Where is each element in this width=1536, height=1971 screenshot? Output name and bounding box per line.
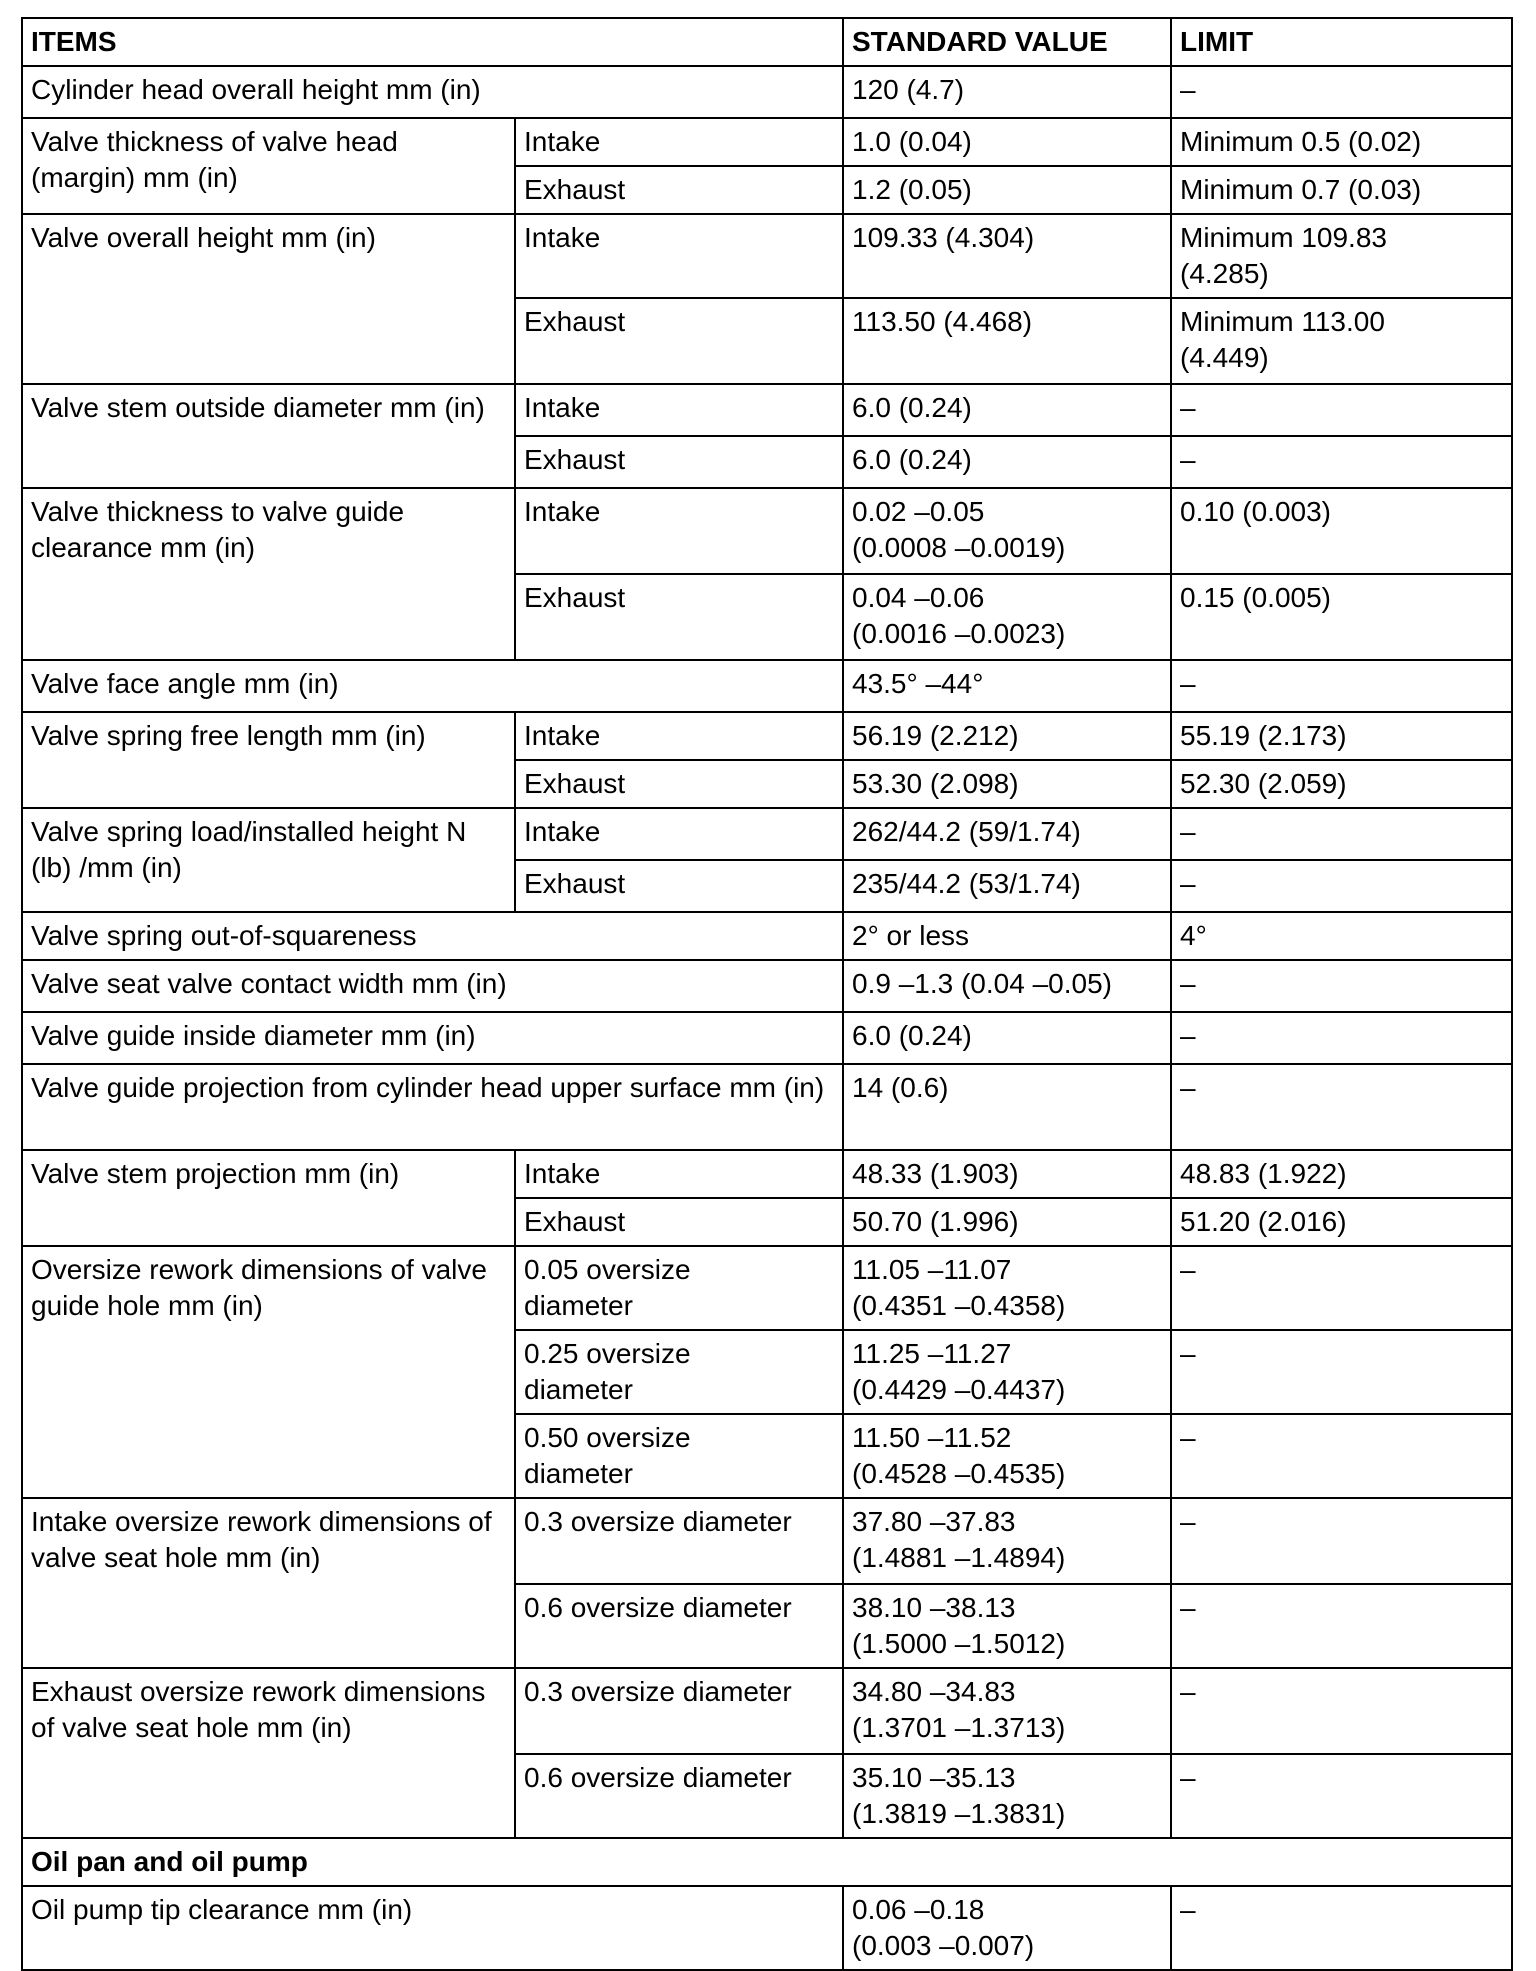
table-row [22,118,1512,166]
limit-cell: 4° [1171,912,1512,960]
limit-cell: 51.20 (2.016) [1171,1198,1512,1246]
table-row [22,488,1512,574]
table-row [22,712,1512,760]
standard-cell: 1.2 (0.05) [843,166,1171,214]
standard-cell: 120 (4.7) [843,66,1171,118]
limit-cell: Minimum 0.7 (0.03) [1171,166,1512,214]
item-cell: Valve thickness of valve head (margin) mm (in) [22,118,515,214]
limit-cell: – [1171,1064,1512,1150]
table-row [22,1012,1512,1064]
limit-cell: – [1171,660,1512,712]
item-cell: Valve seat valve contact width mm (in) [22,960,843,1012]
standard-cell: 1.0 (0.04) [843,118,1171,166]
standard-cell: 0.9 –1.3 (0.04 –0.05) [843,960,1171,1012]
standard-cell: 2° or less [843,912,1171,960]
limit-cell: – [1171,1754,1512,1838]
standard-cell: 35.10 –35.13 (1.3819 –1.3831) [843,1754,1171,1838]
sub-item-cell: Exhaust [515,760,843,808]
sub-item-cell: Exhaust [515,298,843,384]
standard-cell: 34.80 –34.83 (1.3701 –1.3713) [843,1668,1171,1754]
standard-cell: 14 (0.6) [843,1064,1171,1150]
limit-cell: Minimum 113.00 (4.449) [1171,298,1512,384]
limit-cell: – [1171,960,1512,1012]
sub-item-cell: Exhaust [515,860,843,912]
standard-cell: 6.0 (0.24) [843,1012,1171,1064]
limit-cell: 52.30 (2.059) [1171,760,1512,808]
standard-cell: 262/44.2 (59/1.74) [843,808,1171,860]
table-row [22,214,1512,298]
limit-cell: 55.19 (2.173) [1171,712,1512,760]
standard-cell: 113.50 (4.468) [843,298,1171,384]
limit-cell: 0.10 (0.003) [1171,488,1512,574]
limit-cell: – [1171,66,1512,118]
standard-cell: 0.06 –0.18 (0.003 –0.007) [843,1886,1171,1970]
item-cell: Valve stem projection mm (in) [22,1150,515,1246]
sub-item-cell: 0.3 oversize diameter [515,1668,843,1754]
item-cell: Intake oversize rework dimensions of valve seat hole mm (in) [22,1498,515,1668]
table-row [22,1150,1512,1198]
item-cell: Valve spring free length mm (in) [22,712,515,808]
standard-cell: 0.02 –0.05 (0.0008 –0.0019) [843,488,1171,574]
standard-cell: 0.04 –0.06 (0.0016 –0.0023) [843,574,1171,660]
standard-cell: 48.33 (1.903) [843,1150,1171,1198]
table-row [22,1246,1512,1330]
limit-cell: – [1171,1330,1512,1414]
table-row [22,660,1512,712]
standard-cell: 38.10 –38.13 (1.5000 –1.5012) [843,1584,1171,1668]
header-items: ITEMS [22,18,843,66]
standard-cell: 6.0 (0.24) [843,384,1171,436]
standard-cell: 37.80 –37.83 (1.4881 –1.4894) [843,1498,1171,1584]
limit-cell: – [1171,1584,1512,1668]
sub-item-cell: 0.3 oversize diameter [515,1498,843,1584]
standard-cell: 109.33 (4.304) [843,214,1171,298]
item-cell: Valve overall height mm (in) [22,214,515,384]
limit-cell: – [1171,1886,1512,1970]
sub-item-cell: Intake [515,712,843,760]
table-row [22,1668,1512,1754]
sub-item-cell: Exhaust [515,1198,843,1246]
limit-cell: Minimum 109.83 (4.285) [1171,214,1512,298]
item-cell: Oil pump tip clearance mm (in) [22,1886,843,1970]
item-cell: Exhaust oversize rework dimensions of valve seat hole mm (in) [22,1668,515,1838]
standard-cell: 235/44.2 (53/1.74) [843,860,1171,912]
sub-item-cell: Exhaust [515,436,843,488]
sub-item-cell: Intake [515,214,843,298]
item-cell: Valve guide projection from cylinder head upper surface mm (in) [22,1064,843,1150]
standard-cell: 43.5° –44° [843,660,1171,712]
standard-cell: 56.19 (2.212) [843,712,1171,760]
table-row [22,808,1512,860]
standard-cell: 11.50 –11.52 (0.4528 –0.4535) [843,1414,1171,1498]
standard-cell: 11.05 –11.07 (0.4351 –0.4358) [843,1246,1171,1330]
table-row [22,1886,1512,1970]
sub-item-cell: Intake [515,1150,843,1198]
item-cell: Valve guide inside diameter mm (in) [22,1012,843,1064]
section-row [22,1838,1512,1886]
limit-cell: – [1171,1668,1512,1754]
sub-item-cell: 0.6 oversize diameter [515,1584,843,1668]
standard-cell: 11.25 –11.27 (0.4429 –0.4437) [843,1330,1171,1414]
table-row [22,960,1512,1012]
limit-cell: 0.15 (0.005) [1171,574,1512,660]
item-cell: Oversize rework dimensions of valve guide hole mm (in) [22,1246,515,1498]
table-row [22,66,1512,118]
limit-cell: – [1171,1246,1512,1330]
item-cell: Valve face angle mm (in) [22,660,843,712]
limit-cell: – [1171,436,1512,488]
limit-cell: – [1171,384,1512,436]
sub-item-cell: Exhaust [515,166,843,214]
item-cell: Valve thickness to valve guide clearance mm (in) [22,488,515,660]
sub-item-cell: Intake [515,488,843,574]
limit-cell: – [1171,1414,1512,1498]
table-row [22,1064,1512,1150]
header-standard-value: STANDARD VALUE [843,18,1171,66]
spec-table [21,17,1513,1971]
sub-item-cell: 0.05 oversize diameter [515,1246,843,1330]
sub-item-cell: Exhaust [515,574,843,660]
limit-cell: 48.83 (1.922) [1171,1150,1512,1198]
item-cell: Valve spring out-of-squareness [22,912,843,960]
sub-item-cell: Intake [515,808,843,860]
limit-cell: – [1171,808,1512,860]
header-row [22,18,1512,66]
limit-cell: – [1171,860,1512,912]
standard-cell: 50.70 (1.996) [843,1198,1171,1246]
table-row [22,1498,1512,1584]
header-limit: LIMIT [1171,18,1512,66]
item-cell: Valve spring load/installed height N (lb) /mm (in) [22,808,515,912]
section-title: Oil pan and oil pump [22,1838,1512,1886]
sub-item-cell: Intake [515,384,843,436]
sub-item-cell: 0.25 oversize diameter [515,1330,843,1414]
table-row [22,384,1512,436]
table-row [22,912,1512,960]
standard-cell: 6.0 (0.24) [843,436,1171,488]
item-cell: Valve stem outside diameter mm (in) [22,384,515,488]
standard-cell: 53.30 (2.098) [843,760,1171,808]
limit-cell: Minimum 0.5 (0.02) [1171,118,1512,166]
limit-cell: – [1171,1012,1512,1064]
sub-item-cell: 0.50 oversize diameter [515,1414,843,1498]
item-cell: Cylinder head overall height mm (in) [22,66,843,118]
sub-item-cell: Intake [515,118,843,166]
sub-item-cell: 0.6 oversize diameter [515,1754,843,1838]
limit-cell: – [1171,1498,1512,1584]
